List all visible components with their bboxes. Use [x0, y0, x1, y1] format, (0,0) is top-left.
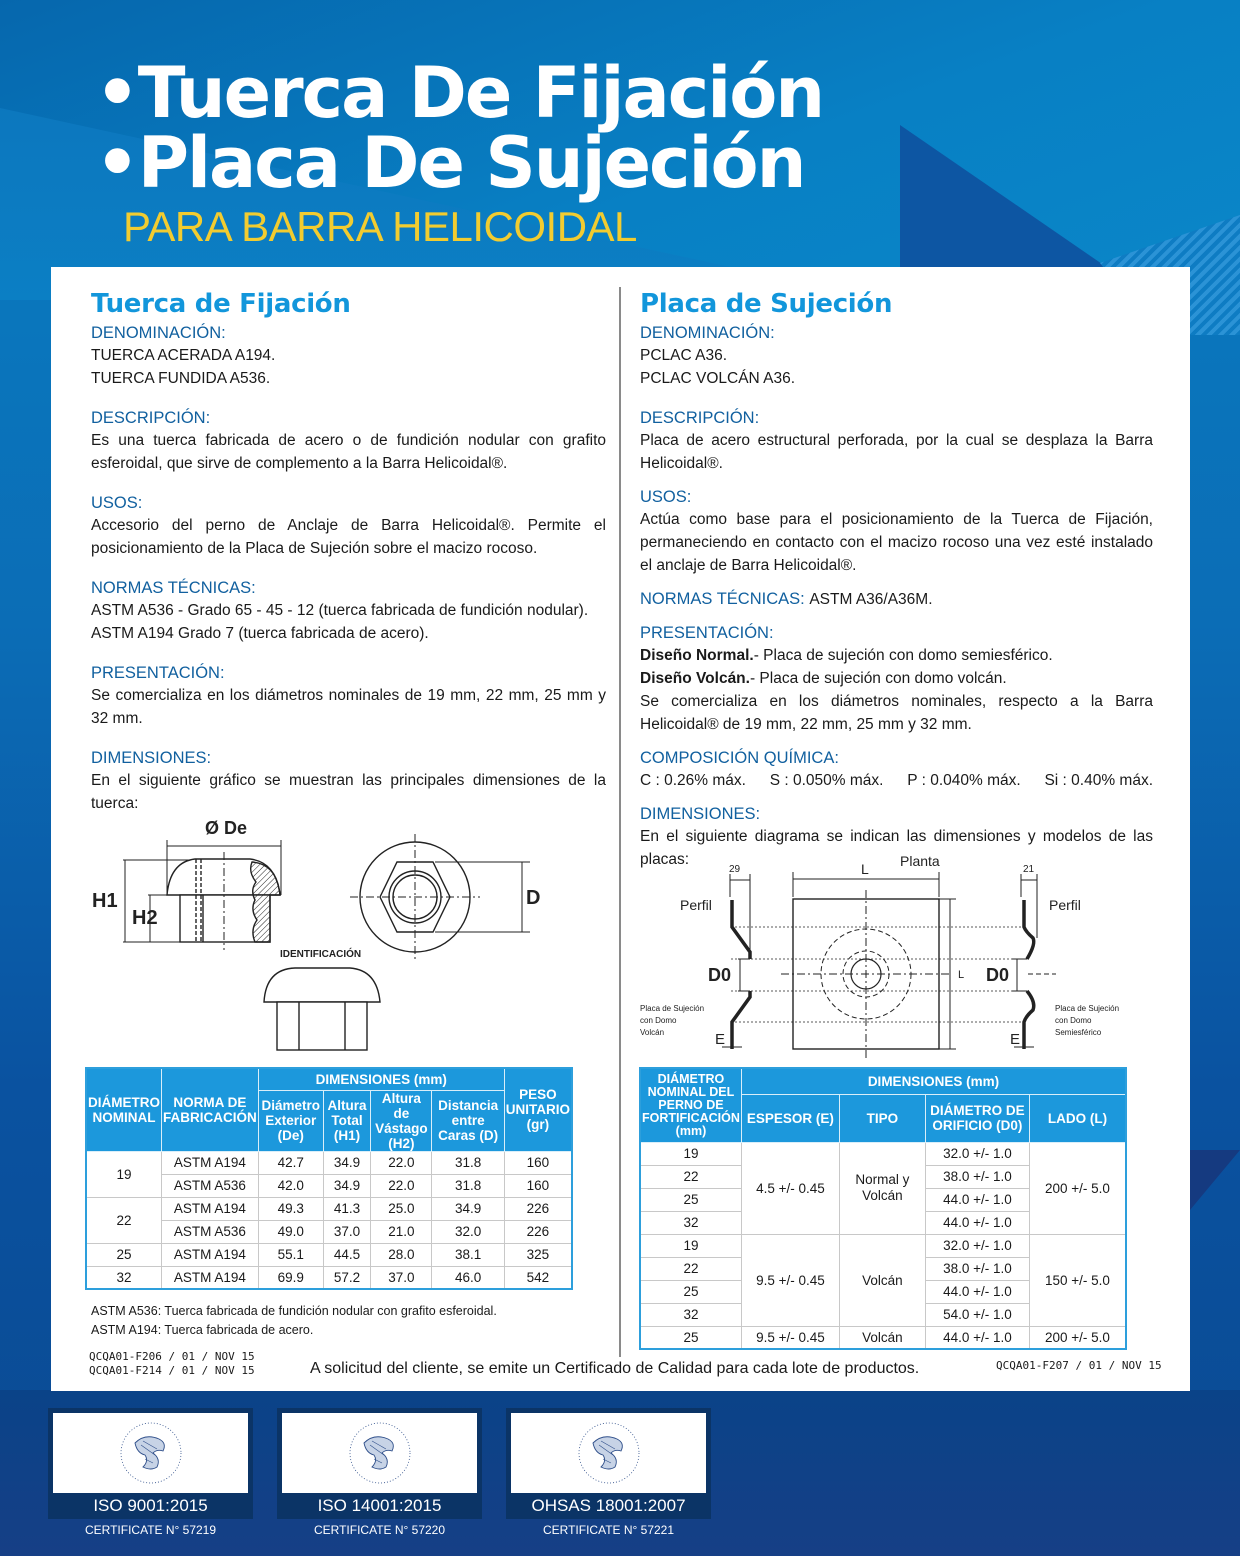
normas-label: NORMAS TÉCNICAS:	[91, 579, 256, 597]
dimensiones-label: DIMENSIONES:	[91, 749, 212, 767]
l-label-top: L	[861, 861, 869, 877]
placa-section	[640, 286, 1153, 871]
usos-label: USOS:	[640, 488, 692, 506]
abs-logo	[511, 1413, 706, 1493]
dim-21: 21	[1023, 864, 1035, 875]
page-title-line-1: •Tuerca De Fijación	[95, 52, 824, 134]
perfil-label-right: Perfil	[1049, 897, 1081, 913]
table-row: 22 38.0 +/- 1.0	[640, 1257, 1126, 1280]
table-row: 32 54.0 +/- 1.0	[640, 1303, 1126, 1326]
certifications	[48, 1408, 711, 1541]
abs-logo	[53, 1413, 248, 1493]
page-subtitle: PARA BARRA HELICOIDAL	[123, 203, 637, 250]
document-codes-left	[89, 1350, 255, 1378]
design-name: Diseño Volcán.	[640, 670, 750, 687]
col-header-norma: NORMA DE FABRICACIÓN	[162, 1068, 259, 1151]
presentacion-label: PRESENTACIÓN:	[91, 664, 225, 682]
design-desc: - Placa de sujeción con domo volcán.	[749, 670, 1007, 687]
table-row: 32 ASTM A194 69.9 57.2 37.0 46.0 542	[86, 1266, 572, 1289]
descripcion-label: DESCRIPCIÓN:	[640, 409, 760, 427]
document-codes-right	[996, 1359, 1162, 1373]
eagle-seal-icon	[111, 1415, 191, 1491]
perfil-label-left: Perfil	[680, 897, 712, 913]
table-row: 32 44.0 +/- 1.0	[640, 1211, 1126, 1234]
identificacion-label: IDENTIFICACIÓN	[280, 949, 362, 960]
col-header-d: Distancia entre Caras (D)	[432, 1090, 504, 1151]
denominacion-item: TUERCA FUNDIDA A536.	[91, 370, 271, 387]
abs-logo	[282, 1413, 477, 1493]
normas-item: ASTM A194 Grado 7 (tuerca fabricada de acero).	[91, 625, 429, 642]
usos-text: Accesorio del perno de Anclaje de Barra Helicoidal®. Permite el posicionamiento de la Placa de Sujeción sobre el macizo rocoso.	[91, 517, 606, 557]
col-header-h2: Altura de Vástago (H2)	[371, 1090, 432, 1151]
dimensiones-text: En el siguiente gráfico se muestran las principales dimensiones de la tuerca:	[91, 772, 606, 812]
planta-label: Planta	[900, 853, 940, 869]
de-label: Ø De	[205, 818, 248, 838]
cert-name: ISO 14001:2015	[282, 1493, 477, 1519]
col-header-h1: Altura Total (H1)	[323, 1090, 370, 1151]
bg-shape	[1190, 1150, 1240, 1210]
table-row: 25 44.0 +/- 1.0	[640, 1280, 1126, 1303]
table-row: ASTM A536 42.0 34.9 22.0 31.8 160	[86, 1174, 572, 1197]
denominacion-label: DENOMINACIÓN:	[640, 324, 775, 342]
table-row: 22 ASTM A194 49.3 41.3 25.0 34.9 226	[86, 1197, 572, 1220]
col-header-de: Diámetro Exterior (De)	[258, 1090, 323, 1151]
dim-29: 29	[729, 864, 741, 875]
table-row: 25 44.0 +/- 1.0	[640, 1188, 1126, 1211]
col-header-peso: PESO UNITARIO (gr)	[504, 1068, 572, 1151]
d0-label-right: D0	[986, 965, 1010, 985]
h1-label: H1	[92, 890, 118, 912]
cert-iso-9001	[48, 1408, 253, 1541]
column-divider	[619, 287, 621, 1357]
chem-s: S : 0.050% máx.	[769, 772, 884, 789]
note-a194: ASTM A194: Tuerca fabricada de acero.	[91, 1323, 314, 1337]
svg-text:Volcán: Volcán	[640, 1028, 665, 1037]
presentacion-text: Se comercializa en los diámetros nominales de 19 mm, 22 mm, 25 mm y 32 mm.	[91, 687, 606, 727]
e-label-right: E	[1010, 1031, 1021, 1048]
semi-caption: Placa de Sujeción	[1055, 1004, 1120, 1013]
note-a536: ASTM A536: Tuerca fabricada de fundición nodular con grafito esferoidal.	[91, 1304, 497, 1318]
tuerca-dimensions-table	[85, 1067, 573, 1290]
table-notes	[91, 1302, 497, 1340]
cert-name: OHSAS 18001:2007	[511, 1493, 706, 1519]
d0-label-left: D0	[708, 965, 732, 985]
chem-p: P : 0.040% máx.	[907, 772, 1021, 789]
col-header-dimensiones: DIMENSIONES (mm)	[258, 1068, 504, 1090]
denominacion-item: TUERCA ACERADA A194.	[91, 347, 276, 364]
cert-number: CERTIFICATE N° 57221	[542, 1523, 675, 1537]
d-label: D	[526, 887, 541, 909]
usos-label: USOS:	[91, 494, 143, 512]
doc-code: QCQA01-F207 / 01 / NOV 15	[996, 1359, 1162, 1372]
denominacion-item: PCLAC A36.	[640, 347, 728, 364]
doc-code: QCQA01-F206 / 01 / NOV 15	[89, 1350, 255, 1363]
table-row: 25 9.5 +/- 0.45 Volcán 44.0 +/- 1.0 200 +/- 5.0	[640, 1326, 1126, 1349]
tuerca-section	[91, 286, 606, 815]
presentacion-item	[640, 644, 1153, 667]
denominacion-label: DENOMINACIÓN:	[91, 324, 226, 342]
col-header-orificio: DIÁMETRO DE ORIFICIO (D0)	[925, 1094, 1029, 1142]
chem-si: Si : 0.40% máx.	[1044, 772, 1153, 789]
h2-label: H2	[132, 907, 158, 929]
dimensiones-text: En el siguiente diagrama se indican las dimensiones y modelos de las placas:	[640, 828, 1153, 868]
dimensiones-label: DIMENSIONES:	[640, 805, 761, 823]
volcan-caption: Placa de Sujeción	[640, 1004, 705, 1013]
page-title-line-2: •Placa De Sujeción	[95, 122, 805, 204]
cert-ohsas-18001	[506, 1408, 711, 1541]
chem-c: C : 0.26% máx.	[640, 772, 746, 789]
design-desc: - Placa de sujeción con domo semiesférico.	[753, 647, 1053, 664]
composicion-label: COMPOSICIÓN QUÍMICA:	[640, 749, 839, 767]
col-header-dimensiones: DIMENSIONES (mm)	[741, 1068, 1126, 1094]
table-row: 19 9.5 +/- 0.45 Volcán 32.0 +/- 1.0 150 +/- 5.0	[640, 1234, 1126, 1257]
svg-text:Semiesférico: Semiesférico	[1055, 1028, 1102, 1037]
section-title: Placa de Sujeción	[640, 289, 893, 319]
page-header	[95, 52, 824, 252]
descripcion-text: Es una tuerca fabricada de acero o de fundición nodular con grafito esferoidal, que sirve de complemento a la Barra Helicoidal®.	[91, 432, 606, 472]
col-header-tipo: TIPO	[839, 1094, 925, 1142]
cert-number: CERTIFICATE N° 57220	[313, 1523, 446, 1537]
placa-dimensions-table	[639, 1067, 1127, 1350]
descripcion-label: DESCRIPCIÓN:	[91, 409, 211, 427]
normas-item: ASTM A536 - Grado 65 - 45 - 12 (tuerca fabricada de fundición nodular).	[91, 602, 589, 619]
col-header-lado: LADO (L)	[1029, 1094, 1126, 1142]
presentacion-extra: Se comercializa en los diámetros nominales, respecto a la Barra Helicoidal® de 19 mm, 22 mm, 25 mm y 32 mm.	[640, 693, 1153, 733]
eagle-seal-icon	[569, 1415, 649, 1491]
col-header-espesor: ESPESOR (E)	[741, 1094, 839, 1142]
section-title: Tuerca de Fijación	[91, 289, 351, 319]
eagle-seal-icon	[340, 1415, 420, 1491]
col-header-diametro: DIÁMETRO NOMINAL DEL PERNO DE FORTIFICACIÓN (mm)	[640, 1068, 741, 1142]
normas-row	[640, 588, 1153, 611]
e-label-left: E	[715, 1031, 726, 1048]
normas-text: ASTM A36/A36M.	[809, 591, 933, 608]
table-row: 25 ASTM A194 55.1 44.5 28.0 38.1 325	[86, 1243, 572, 1266]
presentacion-item	[640, 667, 1153, 690]
cert-name: ISO 9001:2015	[53, 1493, 248, 1519]
composicion-values	[640, 769, 1153, 792]
certificate-note: A solicitud del cliente, se emite un Certificado de Calidad para cada lote de productos.	[310, 1360, 920, 1377]
presentacion-label: PRESENTACIÓN:	[640, 624, 774, 642]
l-label-side: L	[958, 969, 965, 981]
cert-iso-14001	[277, 1408, 482, 1541]
svg-text:con Domo: con Domo	[1055, 1016, 1092, 1025]
table-row: ASTM A536 49.0 37.0 21.0 32.0 226	[86, 1220, 572, 1243]
usos-text: Actúa como base para el posicionamiento de la Tuerca de Fijación, permaneciendo en contacto con el macizo rocoso una vez esté instalado el anclaje de Barra Helicoidal®.	[640, 511, 1153, 574]
col-header-diametro: DIÁMETRO NOMINAL	[86, 1068, 162, 1151]
descripcion-text: Placa de acero estructural perforada, por la cual se desplaza la Barra Helicoidal®.	[640, 432, 1153, 472]
table-row: 19 4.5 +/- 0.45 Normal y Volcán 32.0 +/- 1.0 200 +/- 5.0	[640, 1142, 1126, 1165]
nut-diagram	[80, 812, 580, 1057]
plate-diagram	[636, 852, 1156, 1062]
table-row: 19 ASTM A194 42.7 34.9 22.0 31.8 160	[86, 1151, 572, 1174]
design-name: Diseño Normal.	[640, 647, 754, 664]
normas-label: NORMAS TÉCNICAS:	[640, 590, 805, 608]
cert-number: CERTIFICATE N° 57219	[84, 1523, 217, 1537]
denominacion-item: PCLAC VOLCÁN A36.	[640, 370, 796, 387]
table-row: 22 38.0 +/- 1.0	[640, 1165, 1126, 1188]
svg-text:con Domo: con Domo	[640, 1016, 677, 1025]
doc-code: QCQA01-F214 / 01 / NOV 15	[89, 1364, 255, 1377]
